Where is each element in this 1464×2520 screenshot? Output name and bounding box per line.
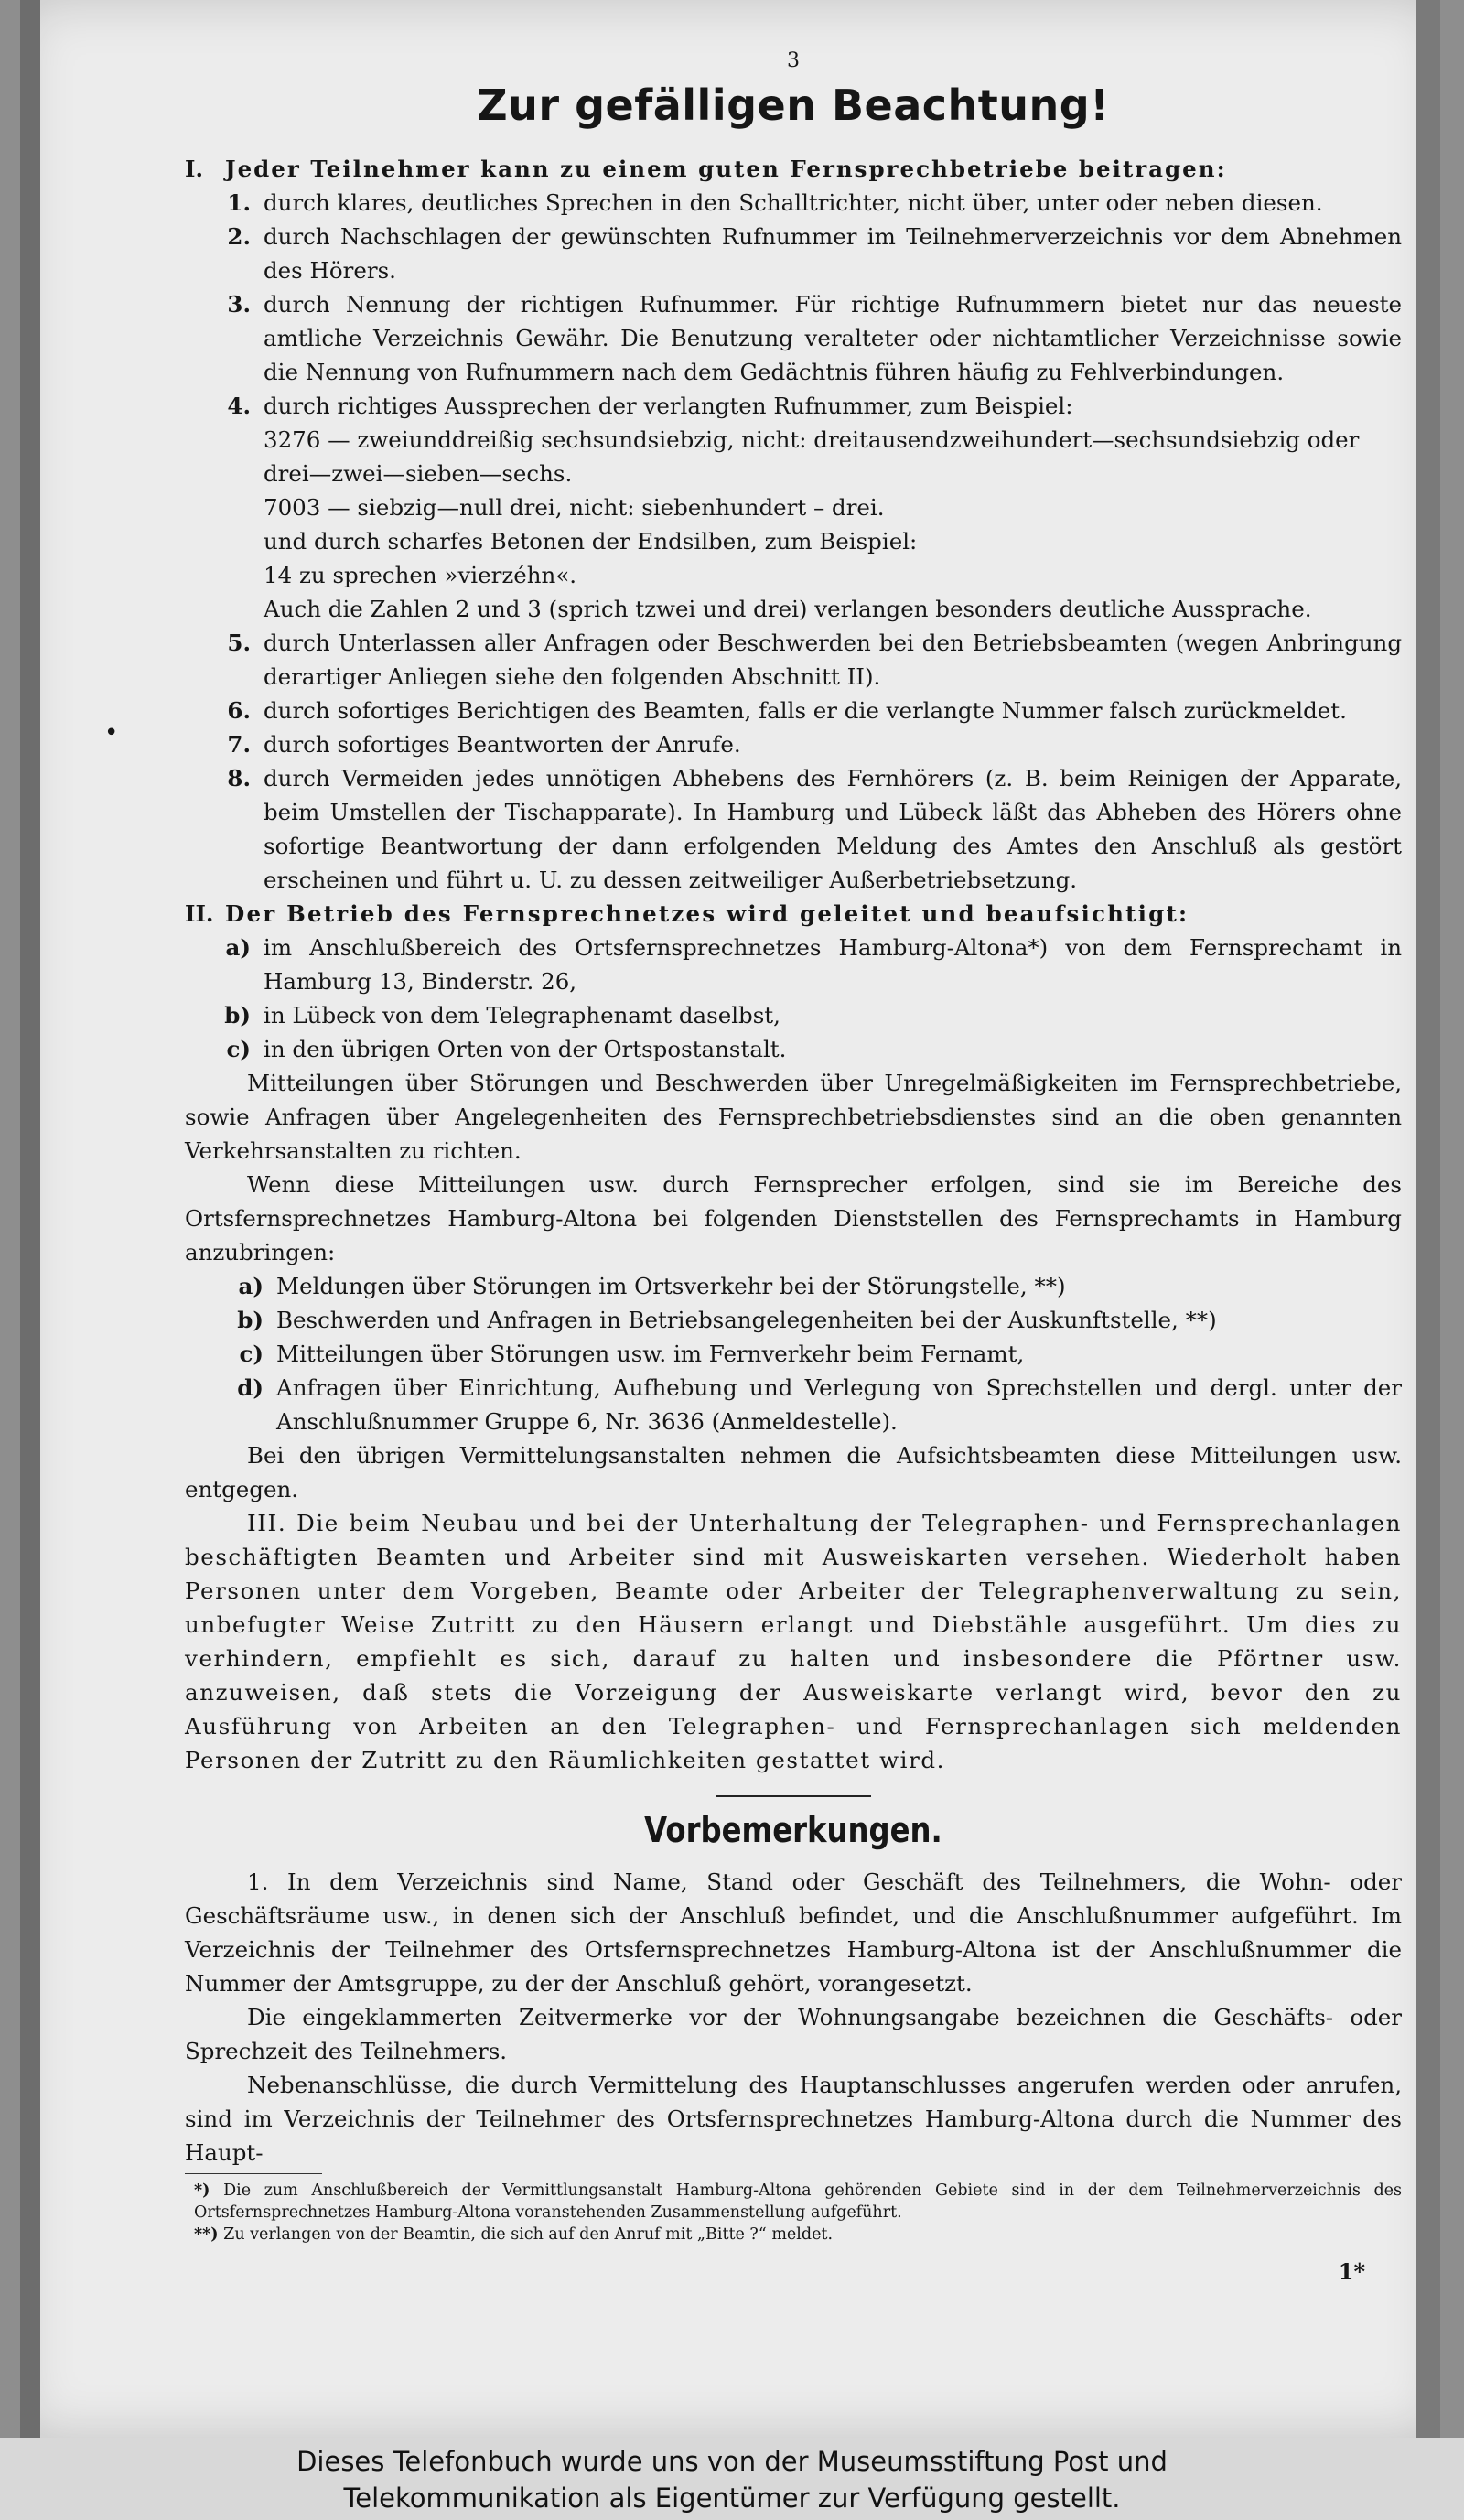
section-title: Vorbemerkungen. <box>644 1810 942 1850</box>
list-item-number: 7. <box>227 731 251 758</box>
paragraph: Wenn diese Mitteilungen usw. durch Fernsprecher erfolgen, sind sie im Bereiche des Ortsfernsprechnetzes Hamburg-Altona bei folgenden Dienststellen des Fernsprechamts in Hamburg anzubringen: <box>185 1171 1402 1265</box>
banner-line: Dieses Telefonbuch wurde uns von der Museumsstiftung Post und <box>296 2446 1168 2477</box>
scan-edge-right <box>1416 0 1440 2438</box>
example-line: 7003 — siebzig—null drei, nicht: siebenhundert – drei. <box>264 494 885 521</box>
section-1-number: I. <box>185 156 203 182</box>
footnotes <box>185 2180 1402 2245</box>
scanned-page <box>20 0 1440 2438</box>
list-item <box>185 1303 1402 1337</box>
list-item-text: Mitteilungen über Störungen usw. im Fernverkehr beim Fernamt, <box>276 1341 1025 1367</box>
paragraph: Die eingeklammerten Zeitvermerke vor der Wohnungsangabe bezeichnen die Geschäfts- oder Sprechzeit des Teilnehmers. <box>185 2004 1402 2064</box>
list-item <box>185 1337 1402 1371</box>
list-item-number: 5. <box>227 630 251 656</box>
list-item-text: durch sofortiges Berichtigen des Beamten, falls er die verlangte Nummer falsch zurückmeldet. <box>264 697 1347 724</box>
list-item-number: 4. <box>227 393 251 419</box>
provenance-banner <box>0 2438 1464 2520</box>
list-item <box>185 727 1402 761</box>
list-item-text: durch Nachschlagen der gewünschten Rufnummer im Teilnehmerverzeichnis vor dem Abnehmen des Hörers. <box>264 223 1402 284</box>
list-item-text: in Lübeck von dem Telegraphenamt daselbst, <box>264 1002 780 1028</box>
footnote-text: Die zum Anschlußbereich der Vermittlungsanstalt Hamburg-Altona gehörenden Gebiete sind in der dem Teilnehmerverzeichnis des Ortsfernsprechnetzes Hamburg-Altona voranstehenden Zusammenstellung aufgeführt. <box>194 2181 1402 2222</box>
list-item-number: 1. <box>227 189 251 216</box>
example-line: Auch die Zahlen 2 und 3 (sprich tzwei und drei) verlangen besonders deutliche Aussprache. <box>264 596 1312 622</box>
list-item-text: durch klares, deutliches Sprechen in den Schalltrichter, nicht über, unter oder neben diesen. <box>264 189 1323 216</box>
footnote-text: Zu verlangen von der Beamtin, die sich auf den Anruf mit „Bitte ?“ meldet. <box>223 2225 834 2244</box>
list-item-text: durch Nennung der richtigen Rufnummer. Für richtige Rufnummern bietet nur das neueste amtliche Verzeichnis Gewähr. Die Benutzung veralteter oder nichtamtlicher Verzeichnisse sowie die Nennung von Rufnummern nach dem Gedächtnis führen häufig zu Fehlverbindungen. <box>264 291 1402 385</box>
section-1-heading <box>185 152 1402 186</box>
page-title: Zur gefälligen Beachtung! <box>477 81 1110 130</box>
list-item-number: 6. <box>227 697 251 724</box>
section-2-number: II. <box>185 900 214 927</box>
list-item <box>185 389 1402 423</box>
list-item <box>185 998 1402 1032</box>
page-number: 3 <box>787 49 800 72</box>
paragraph: Mitteilungen über Störungen und Beschwerden über Unregelmäßigkeiten im Fernsprechbetriebe, sowie Anfragen über Angelegenheiten des Fernsprechbetriebsdienstes sind an die oben genannten Verkehrsanstalten zu richten. <box>185 1070 1402 1164</box>
list-item-text: Anfragen über Einrichtung, Aufhebung und Verlegung von Sprechstellen und dergl. unter der Anschlußnummer Gruppe 6, Nr. 3636 (Anmeldestelle). <box>276 1374 1402 1435</box>
sheet-signature: 1* <box>1338 2258 1365 2285</box>
list-item <box>185 1032 1402 1066</box>
document-body <box>185 48 1402 2288</box>
list-item <box>185 287 1402 389</box>
list-item-text: in den übrigen Orten von der Ortspostanstalt. <box>264 1036 787 1062</box>
list-item-text: Beschwerden und Anfragen in Betriebsangelegenheiten bei der Auskunftstelle, **) <box>276 1307 1217 1333</box>
list-item <box>185 186 1402 220</box>
banner-line: Telekommunikation als Eigentümer zur Verfügung gestellt. <box>343 2482 1121 2514</box>
list-item-text: im Anschlußbereich des Ortsfernsprechnetzes Hamburg-Altona*) von dem Fernsprechamt in Hamburg 13, Binderstr. 26, <box>264 934 1402 995</box>
list-item-text: durch Vermeiden jedes unnötigen Abhebens des Fernhörers (z. B. beim Reinigen der Apparate, beim Umstellen der Tischapparate). In Hamburg und Lübeck läßt das Abheben des Hörers ohne sofortige Beantwortung der dann erfolgenden Meldung des Amtes den Anschluß als gestört erscheinen und führt u. U. zu dessen zeitweiliger Außerbetriebsetzung. <box>264 765 1402 893</box>
footnote-mark: **) <box>194 2225 219 2244</box>
list-item <box>185 1371 1402 1438</box>
section-3-paragraph: III. Die beim Neubau und bei der Unterhaltung der Telegraphen- und Fernsprechanlagen beschäftigten Beamten und Arbeiter sind mit Ausweiskarten versehen. Wiederholt haben Personen unter dem Vorgeben, Beamte oder Arbeiter der Telegraphenverwaltung zu sein, unbefugter Weise Zutritt zu den Häusern erlangt und Diebstähle ausgeführt. Um dies zu verhindern, empfiehlt es sich, darauf zu halten und insbesondere die Pförtner usw. anzuweisen, daß stets die Vorzeigung der Ausweiskarte verlangt wird, bevor den zu Ausführung von Arbeiten an den Telegraphen- und Fernsprechanlagen sich meldenden Personen der Zutritt zu den Räumlichkeiten gestattet wird. <box>185 1510 1402 1773</box>
paragraph: 1. In dem Verzeichnis sind Name, Stand oder Geschäft des Teilnehmers, die Wohn- oder Geschäftsräume usw., in denen sich der Anschluß befindet, und die Anschlußnummer aufgeführt. Im Verzeichnis der Teilnehmer des Ortsfernsprechnetzes Hamburg-Altona ist der Anschlußnummer die Nummer der Amtsgruppe, zu der der Anschluß gehört, vorangesetzt. <box>185 1868 1402 1997</box>
list-item <box>185 761 1402 897</box>
section-2-heading <box>185 897 1402 931</box>
divider <box>716 1795 871 1797</box>
list-item-number: 2. <box>227 223 251 250</box>
list-item-text: Meldungen über Störungen im Ortsverkehr bei der Störungstelle, **) <box>276 1273 1066 1299</box>
list-item-number: c) <box>226 1036 251 1062</box>
footnote <box>194 2224 1402 2245</box>
margin-dot: • <box>104 719 119 747</box>
list-item <box>185 220 1402 287</box>
section-2-title: Der Betrieb des Fernsprechnetzes wird geleitet und beaufsichtigt: <box>225 900 1190 927</box>
list-item <box>185 694 1402 727</box>
list-item-text: durch Unterlassen aller Anfragen oder Beschwerden bei den Betriebsbeamten (wegen Anbringung derartiger Anliegen siehe den folgenden Abschnitt II). <box>264 630 1402 690</box>
list-item-number: a) <box>238 1273 264 1299</box>
footnote-mark: *) <box>194 2181 210 2200</box>
list-item-number: d) <box>237 1374 264 1401</box>
list-item-text: durch richtiges Aussprechen der verlangten Rufnummer, zum Beispiel: <box>264 393 1073 419</box>
list-item <box>185 626 1402 694</box>
pronunciation-examples <box>185 423 1402 626</box>
list-item-text: durch sofortiges Beantworten der Anrufe. <box>264 731 741 758</box>
footnote-divider <box>185 2173 322 2174</box>
footnote <box>194 2180 1402 2224</box>
list-item <box>185 931 1402 998</box>
list-item-number: b) <box>224 1002 251 1028</box>
list-item-number: c) <box>239 1341 264 1367</box>
scan-edge-left <box>20 0 40 2438</box>
example-line: und durch scharfes Betonen der Endsilben, zum Beispiel: <box>264 528 918 555</box>
example-line: 14 zu sprechen »vierzéhn«. <box>264 562 577 588</box>
example-line: 3276 — zweiunddreißig sechsundsiebzig, nicht: dreitausendzweihundert—sechsundsiebzig oder drei—zwei—sieben—sechs. <box>264 426 1360 487</box>
list-item-number: 8. <box>227 765 251 792</box>
paragraph: Nebenanschlüsse, die durch Vermittelung des Hauptanschlusses angerufen werden oder anrufen, sind im Verzeichnis der Teilnehmer des Ortsfernsprechnetzes Hamburg-Altona durch die Nummer des Haupt- <box>185 2072 1402 2166</box>
section-1-title: Jeder Teilnehmer kann zu einem guten Fernsprechbetriebe beitragen: <box>225 156 1227 182</box>
paragraph: Bei den übrigen Vermittelungsanstalten nehmen die Aufsichtsbeamten diese Mitteilungen usw. entgegen. <box>185 1442 1402 1502</box>
list-item-number: b) <box>237 1307 264 1333</box>
list-item-number: a) <box>225 934 251 961</box>
list-item <box>185 1269 1402 1303</box>
list-item-number: 3. <box>227 291 251 318</box>
